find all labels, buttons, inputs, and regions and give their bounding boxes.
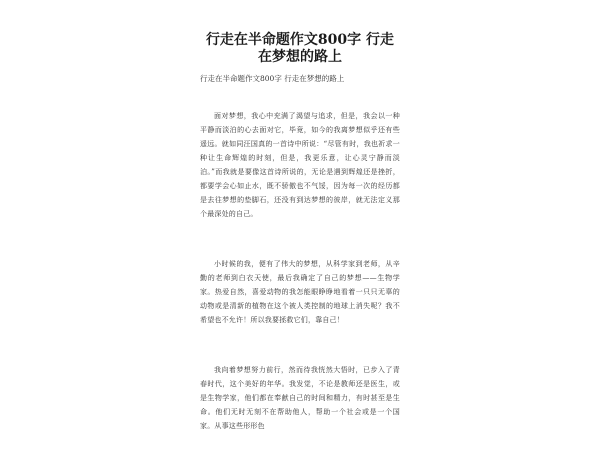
document-content [200, 32, 400, 469]
paragraph: 我向着梦想努力前行，然而待我恍然大悟时，已步入了青春时代，这个美好的年华。我发觉，不论是教师还是医生，或是生物学家，他们都在奉献自己的时间和精力，有时甚至是生命。他们无时无刻不在帮助他人，帮助一个社会或是一个国家。从事这些形形色 [200, 366, 400, 430]
document-subtitle: 行走在半命题作文800字 行走在梦想的路上 [200, 74, 345, 83]
article-body [200, 109, 400, 433]
paragraph: 小时候的我，便有了伟大的梦想，从科学家到老师，从辛勤的老师到白衣天使，最后我确定了自己的梦想——生物学家。热爱自然，喜爱动物的我怎能眼睁睁地看着一只只无辜的动物或是清新的植物在这个被人类控制的地球上消失呢？我不希望也不允许！所以我要拯救它们，靠自己！ [200, 260, 400, 324]
paragraph: 面对梦想，我心中充满了渴望与追求，但是，我会以一种平静而淡泊的心去面对它，毕竟，如今的我离梦想似乎还有些遥远。就如同汪国真的一首诗中所说：“尽管有时，我也祈求一种让生命辉煌的时刻，但是，我更乐意，让心灵宁静而淡泊。”而我就是要像这首诗所说的，无论是遇到辉煌还是挫折，都要学会心如止水，既不骄傲也不气馁，因为每一次的经历都是去往梦想的垫脚石，还没有到达梦想的彼岸，就无法定义那个最深处的自己。 [200, 112, 400, 218]
document-title: 行走在半命题作文800字 行走在梦想的路上 [205, 32, 395, 65]
